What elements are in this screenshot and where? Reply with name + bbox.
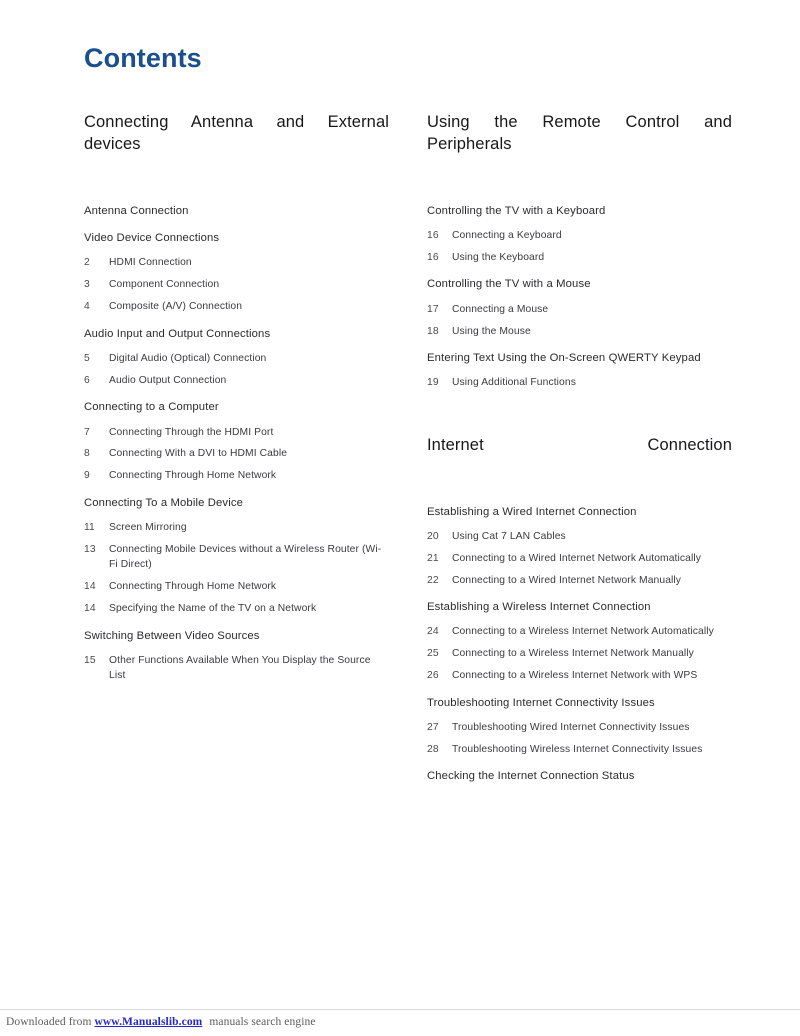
section-heading[interactable]: Video Device Connections [84, 232, 220, 245]
toc-entry-page: 22 [427, 574, 439, 586]
toc-section [427, 769, 732, 784]
part-title[interactable]: Connecting Antenna and External devices [84, 113, 389, 153]
section-heading[interactable]: Checking the Internet Connection Status [427, 770, 635, 783]
toc-section [84, 629, 389, 684]
toc-entry[interactable] [84, 653, 389, 684]
toc-section [427, 696, 732, 758]
toc-entry[interactable] [427, 302, 732, 317]
toc-entry-label: Composite (A/V) Connection [109, 301, 243, 313]
toc-entry-page: 3 [84, 279, 90, 291]
toc-section [84, 231, 389, 315]
toc-entry-page: 15 [84, 655, 96, 666]
footer [6, 1016, 316, 1028]
section-heading[interactable]: Antenna Connection [84, 204, 189, 217]
toc-entry-page: 14 [84, 603, 96, 615]
right-column [427, 112, 732, 794]
toc-entry[interactable] [427, 529, 732, 544]
toc-entry[interactable] [84, 299, 389, 314]
toc-columns [84, 112, 732, 794]
toc-entry[interactable] [427, 624, 732, 639]
toc-entry-page: 20 [427, 530, 439, 542]
toc-section [84, 327, 389, 389]
toc-entry[interactable] [84, 351, 389, 366]
toc-entry-label: HDMI Connection [109, 257, 192, 269]
toc-entry-page: 26 [427, 670, 439, 682]
page-title: Contents [84, 43, 202, 73]
section-heading[interactable]: Controlling the TV with a Mouse [427, 278, 591, 291]
toc-entry-page: 11 [84, 522, 95, 534]
toc-entry-label: Connecting to a Wireless Internet Network Automatically [452, 626, 714, 638]
part-title[interactable]: Internet Connection [427, 435, 732, 454]
toc-entry[interactable] [427, 646, 732, 661]
toc-entry-page: 24 [427, 626, 439, 638]
toc-entry[interactable] [427, 228, 732, 243]
footer-suffix: manuals search engine [209, 1016, 316, 1028]
toc-entry[interactable] [84, 468, 389, 483]
toc-section [427, 351, 732, 391]
toc-entry-label: Specifying the Name of the TV on a Network [109, 603, 317, 615]
toc-section [427, 505, 732, 589]
toc-entry[interactable] [427, 742, 732, 757]
toc-entry-page: 28 [427, 743, 439, 755]
toc-entry[interactable] [427, 720, 732, 735]
toc-entry-page: 5 [84, 352, 90, 364]
footer-divider [0, 1009, 800, 1010]
toc-entry-page: 13 [84, 544, 96, 555]
part-title-spacer [427, 178, 732, 204]
part-title-spacer [84, 178, 389, 204]
toc-entry-page: 8 [84, 448, 90, 460]
left-column [84, 112, 389, 794]
toc-entry[interactable] [84, 446, 389, 461]
toc-entry-label: Using the Keyboard [452, 252, 545, 263]
toc-entry-label: Connecting a Keyboard [452, 230, 562, 242]
toc-entry-label: Digital Audio (Optical) Connection [109, 352, 267, 364]
toc-section [427, 277, 732, 339]
toc-entry-page: 14 [84, 581, 96, 593]
toc-entry[interactable] [84, 579, 389, 594]
toc-entry-label: Using the Mouse [452, 325, 531, 337]
section-heading[interactable]: Controlling the TV with a Keyboard [427, 204, 606, 217]
toc-entry-page: 7 [84, 426, 90, 438]
toc-entry[interactable] [427, 551, 732, 566]
toc-entry[interactable] [427, 668, 732, 683]
section-heading[interactable]: Switching Between Video Sources [84, 629, 260, 642]
section-heading[interactable]: Connecting to a Computer [84, 401, 219, 414]
toc-entry[interactable] [84, 277, 389, 292]
toc-entry-page: 16 [427, 252, 439, 263]
toc-section [84, 496, 389, 617]
section-heading[interactable]: Connecting To a Mobile Device [84, 496, 244, 509]
toc-entry-page: 27 [427, 722, 439, 733]
toc-entry-page: 6 [84, 374, 90, 386]
toc-entry-page: 21 [427, 552, 439, 564]
toc-entry[interactable] [84, 373, 389, 388]
section-heading[interactable]: Establishing a Wired Internet Connection [427, 505, 637, 518]
footer-prefix: Downloaded from [6, 1016, 92, 1028]
toc-entry-label: Troubleshooting Wireless Internet Connectivity Issues [452, 743, 703, 755]
part-spacer [427, 391, 732, 435]
section-heading[interactable]: Entering Text Using the On-Screen QWERTY Keypad [427, 352, 701, 365]
toc-entry-label: Connecting to a Wired Internet Network Manually [452, 574, 682, 586]
toc-entry[interactable] [427, 375, 732, 390]
toc-entry-label: Connecting a Mouse [452, 303, 549, 315]
toc-entry-label: Other Functions Available When You Display the Source List [109, 655, 371, 682]
toc-entry-label: Connecting Through Home Network [109, 581, 277, 593]
toc-entry-label: Connecting Through Home Network [109, 470, 277, 482]
toc-entry-label: Troubleshooting Wired Internet Connectivity Issues [452, 722, 690, 733]
toc-entry-label: Connecting Through the HDMI Port [109, 426, 274, 438]
toc-entry-label: Connecting to a Wireless Internet Network with WPS [452, 670, 698, 682]
toc-entry-page: 16 [427, 230, 439, 242]
toc-entry[interactable] [427, 324, 732, 339]
toc-entry[interactable] [84, 542, 389, 573]
toc-entry[interactable] [84, 601, 389, 616]
toc-entry-label: Using Cat 7 LAN Cables [452, 530, 566, 542]
toc-section [427, 204, 732, 266]
toc-entry-label: Screen Mirroring [109, 522, 187, 534]
toc-entry-page: 9 [84, 470, 90, 482]
toc-entry-page: 17 [427, 303, 439, 315]
section-heading[interactable]: Establishing a Wireless Internet Connection [427, 601, 651, 614]
section-heading[interactable]: Troubleshooting Internet Connectivity Issues [427, 696, 655, 709]
part-title[interactable]: Using the Remote Control and Peripherals [427, 113, 732, 153]
toc-entry-label: Connecting to a Wired Internet Network Automatically [452, 552, 702, 564]
section-heading[interactable]: Audio Input and Output Connections [84, 327, 271, 340]
toc-entry-page: 18 [427, 325, 439, 337]
toc-entry-page: 25 [427, 648, 439, 660]
part-title-spacer [427, 479, 732, 505]
toc-entry-label: Using Additional Functions [452, 377, 576, 389]
toc-entry-page: 19 [427, 377, 439, 389]
toc-entry[interactable] [427, 573, 732, 588]
toc-entry[interactable] [84, 255, 389, 270]
toc-entry-label: Audio Output Connection [109, 374, 227, 386]
toc-entry-label: Component Connection [109, 279, 220, 291]
toc-entry-page: 2 [84, 257, 90, 269]
toc-entry[interactable] [84, 425, 389, 440]
toc-entry-label: Connecting Mobile Devices without a Wireless Router (Wi-Fi Direct) [109, 544, 382, 571]
toc-entry[interactable] [427, 250, 732, 265]
toc-entry-page: 4 [84, 301, 90, 313]
toc-entry-label: Connecting With a DVI to HDMI Cable [109, 448, 288, 460]
toc-section [84, 204, 389, 219]
toc-entry[interactable] [84, 520, 389, 535]
toc-section [84, 400, 389, 484]
manualslib-link[interactable]: www.Manualslib.com [94, 1016, 203, 1028]
toc-section [427, 600, 732, 684]
toc-entry-label: Connecting to a Wireless Internet Network Manually [452, 648, 694, 660]
